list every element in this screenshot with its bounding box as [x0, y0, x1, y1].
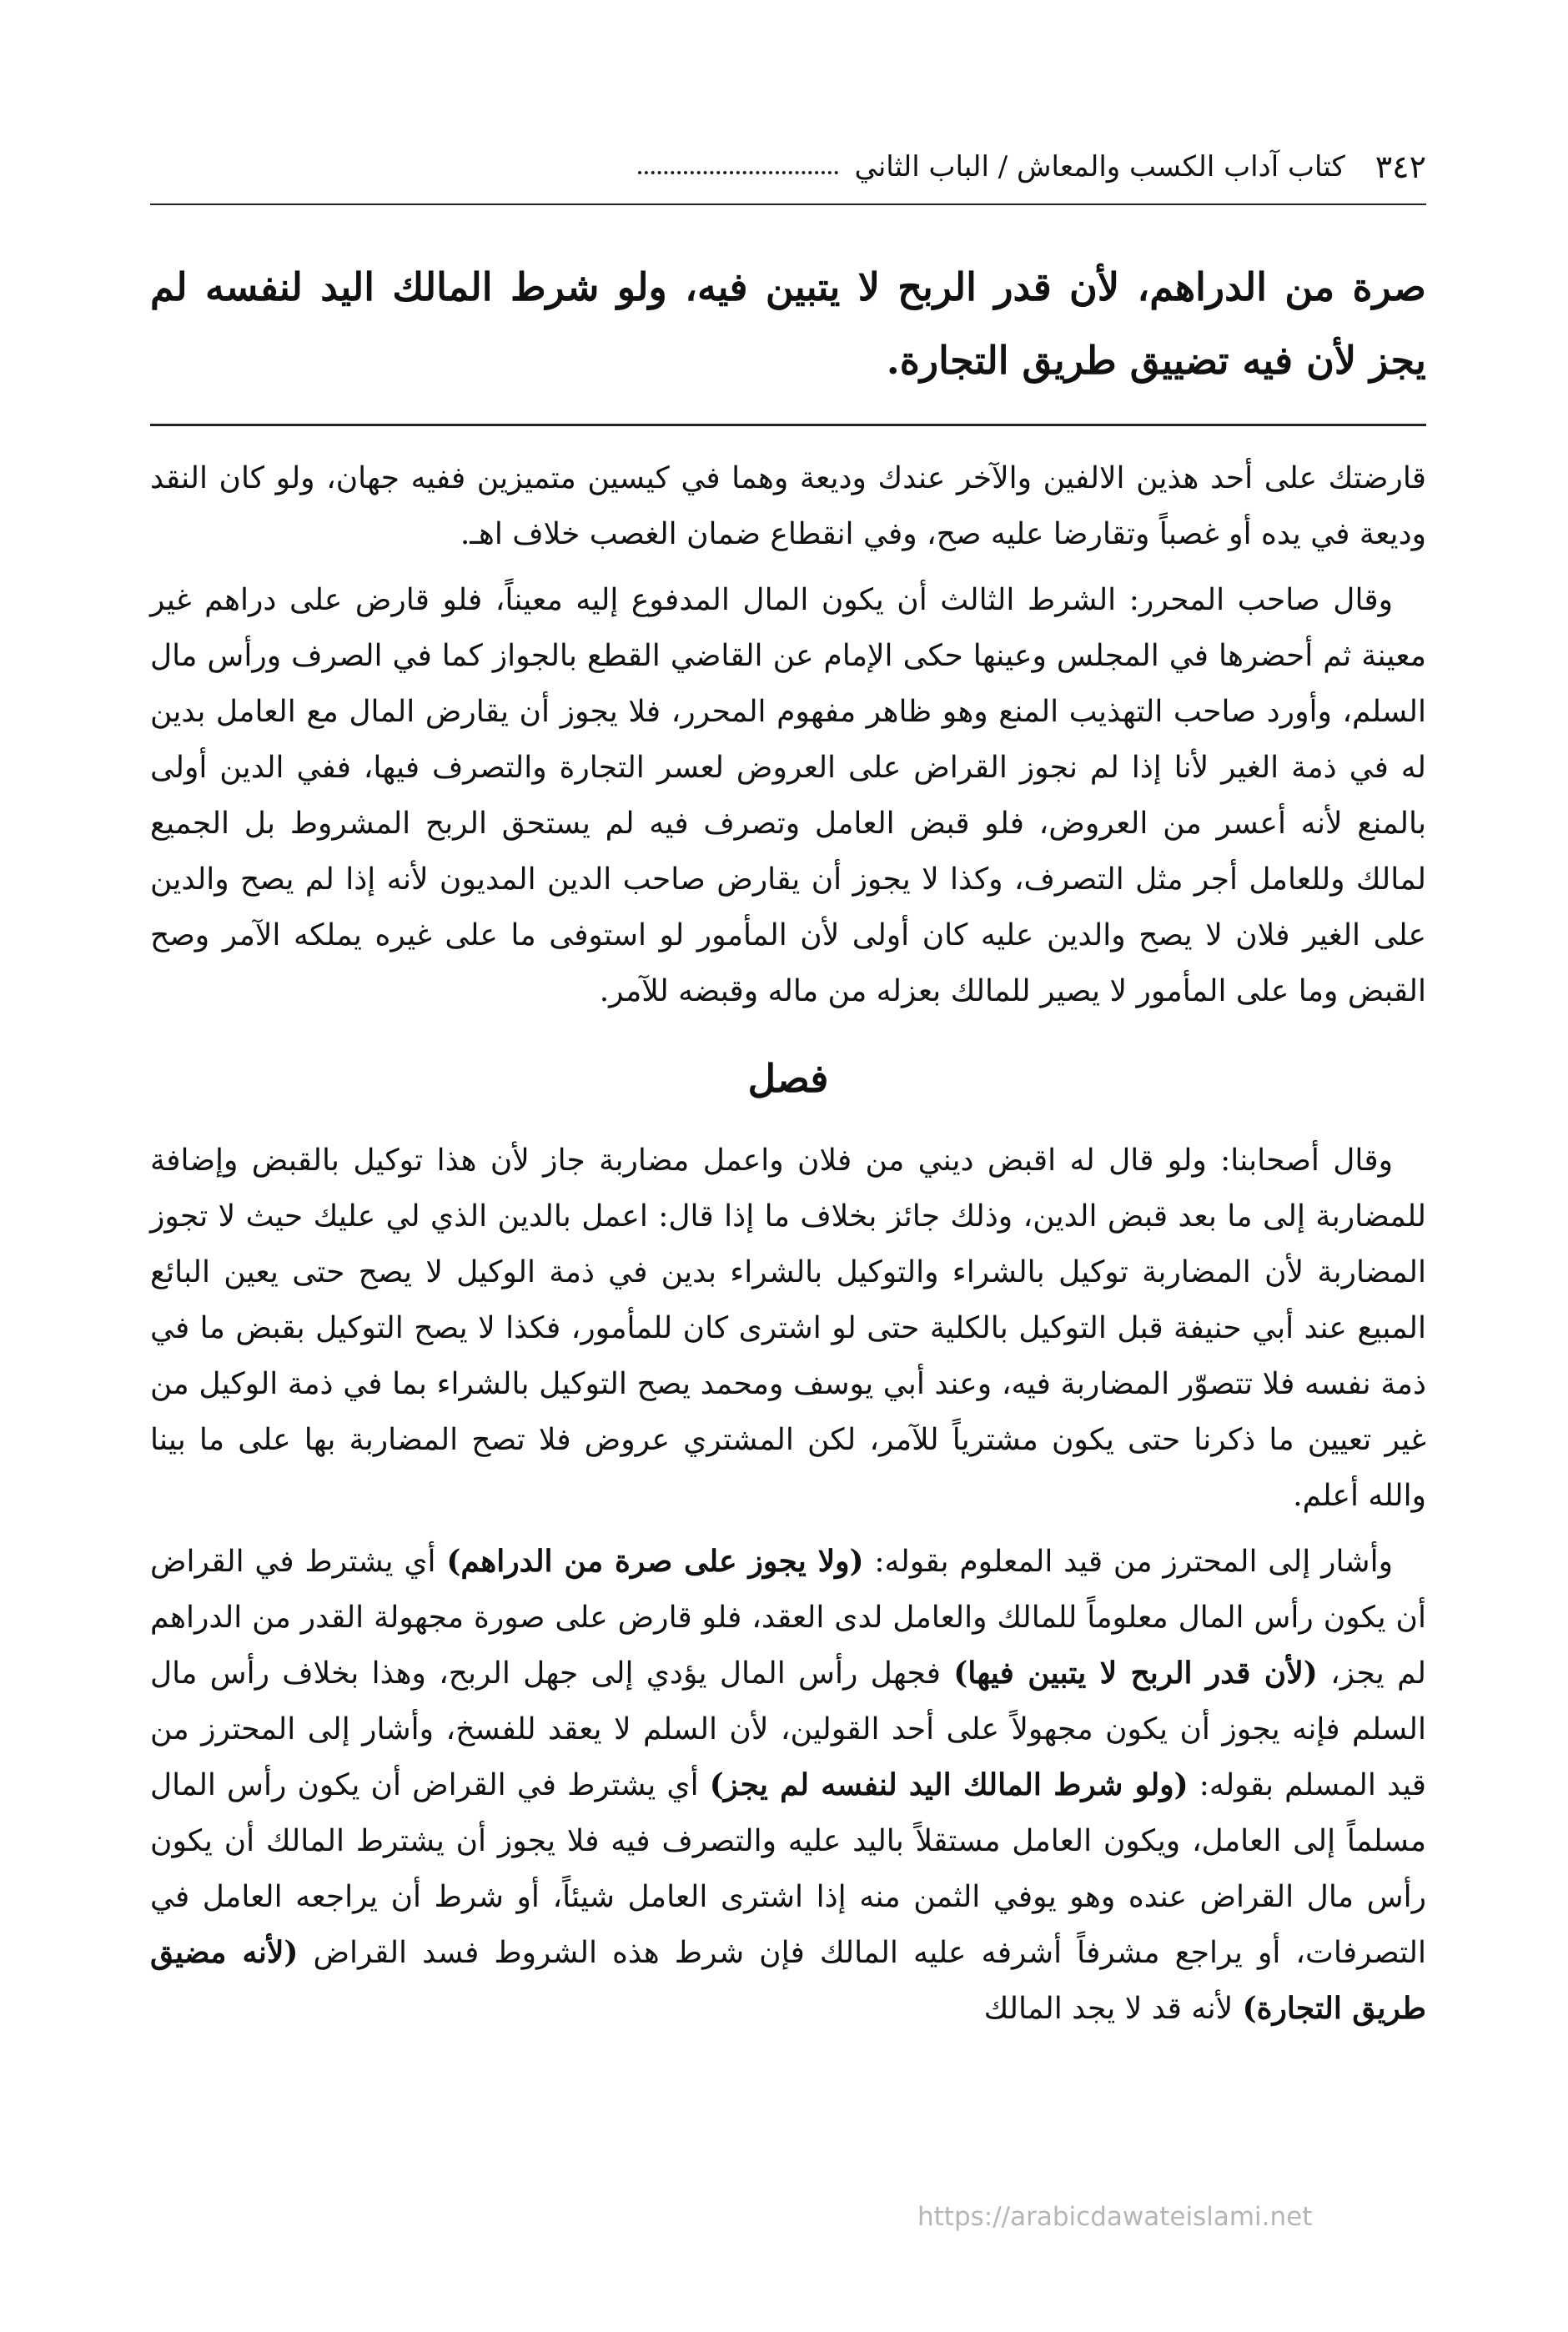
header-title: كتاب آداب الكسب والمعاش / الباب الثاني: [854, 150, 1345, 183]
header-rule: [150, 204, 1426, 205]
running-header: [150, 142, 1426, 192]
commentary: [150, 450, 1426, 2047]
quoted-matn-2: (لأن قدر الربح لا يتبين فيها): [953, 1656, 1318, 1691]
paragraph-4-intro: وأشار إلى المحترز من قيد المعلوم بقوله:: [874, 1545, 1393, 1579]
commentary-paragraph-4: [150, 1534, 1426, 2037]
quoted-matn-4: (لأنه مضيق طريق التجارة): [150, 1935, 1426, 2026]
separator-rule: [150, 424, 1426, 426]
quoted-matn-3: (ولو شرط المالك اليد لنفسه لم يجز): [709, 1767, 1189, 1802]
commentary-paragraph-2: وقال صاحب المحرر: الشرط الثالث أن يكون المال المدفوع إليه معيناً، فلو قارض على دراهم غير معينة ثم أحضرها في المجلس وعينها حكى الإمام عن القاضي القطع بالجواز كما في الصرف ورأس مال السلم، وأورد صاحب التهذيب المنع وهو ظاهر مفهوم المحرر، فلا يجوز أن يقارض المال مع العامل بدين له في ذمة الغير لأنا إذا لم نجوز القراض على العروض لعسر التجارة والتصرف فيها، ففي الدين أولى بالمنع لأنه أعسر من العروض، فلو قبض العامل وتصرف فيه لم يستحق الربح المشروط بل الجميع لمالك وللعامل أجر مثل التصرف، وكذا لا يجوز أن يقارض صاحب الدين المديون لأنه إذا لم يصح والدين على الغير فلان لا يصح والدين عليه كان أولى لأن المأمور لو استوفى ما على غيره يملكه الآمر وصح القبض وما على المأمور لا يصير للمالك بعزله من ماله وقبضه للآمر.: [150, 583, 1426, 1008]
watermark-url: https://arabicdawateislami.net: [917, 2202, 1313, 2232]
quoted-matn-1: (ولا يجوز على صرة من الدراهم): [446, 1544, 864, 1579]
paragraph-4-end: لأنه قد لا يجد المالك: [983, 1992, 1234, 2026]
header-dots: [638, 171, 838, 174]
paragraph-4-middle-1: أي يشترط في القراض أن يكون رأس المال معلوماً للمالك والعامل لدى العقد، فلو قارض على صورة مجهولة القدر من الدراهم لم يجز،: [150, 1545, 1426, 1691]
commentary-paragraph-1: قارضتك على أحد هذين الالفين والآخر عندك وديعة وهما في كيسين متميزين ففيه جهان، ولو كان النقد وديعة في يده أو غصباً وتقارضا عليه صح، وفي انقطاع ضمان الغصب خلاف اهـ.: [150, 461, 1426, 551]
section-heading: فصل: [747, 1056, 829, 1101]
commentary-paragraph-3: وقال أصحابنا: ولو قال له اقبض ديني من فلان واعمل مضاربة جاز لأن هذا توكيل بالقبض وإضافة للمضاربة إلى ما بعد قبض الدين، وذلك جائز بخلاف ما إذا قال: اعمل بالدين الذي لي عليك حيث لا تجوز المضاربة لأن المضاربة توكيل بالشراء والتوكيل بالشراء بدين في ذمة الوكيل لا يصح حتى يعين البائع المبيع عند أبي حنيفة قبل التوكيل بالكلية حتى لو اشترى كان للمأمور، فكذا لا يصح التوكيل بقبض ما في ذمة نفسه فلا تتصوّر المضاربة فيه، وعند أبي يوسف ومحمد يصح التوكيل بالشراء بما في ذمة الوكيل من غير تعيين ما ذكرنا حتى يكون مشترياً للآمر، لكن المشتري عروض فلا تصح المضاربة بها على ما بينا والله أعلم.: [150, 1143, 1427, 1513]
paragraph-4-middle-3: أي يشترط في القراض أن يكون رأس المال مسلماً إلى العامل، ويكون العامل مستقلاً باليد عليه والتصرف فيه فلا يجوز أن يشترط المالك أن يكون رأس مال القراض عنده وهو يوفي الثمن منه إذا اشترى العامل شيئاً، أو شرط أن يراجعه العامل في التصرفات، أو يراجع مشرفاً أشرفه عليه المالك فإن شرط هذه الشروط فسد القراض: [150, 1768, 1426, 1970]
page-number: ٣٤٢: [1375, 148, 1426, 185]
page: [150, 125, 1426, 2260]
paragraph-4-middle-2: فجهل رأس المال يؤدي إلى جهل الربح، وهذا بخلاف رأس مال السلم فإنه يجوز أن يكون مجهولاً على أحد القولين، لأن السلم لا يعقد للفسخ، وأشار إلى المحترز من قيد المسلم بقوله:: [150, 1656, 1426, 1802]
matn-text: صرة من الدراهم، لأن قدر الربح لا يتبين فيه، ولو شرط المالك اليد لنفسه لم يجز لأن فيه تضييق طريق التجارة.: [150, 264, 1426, 383]
